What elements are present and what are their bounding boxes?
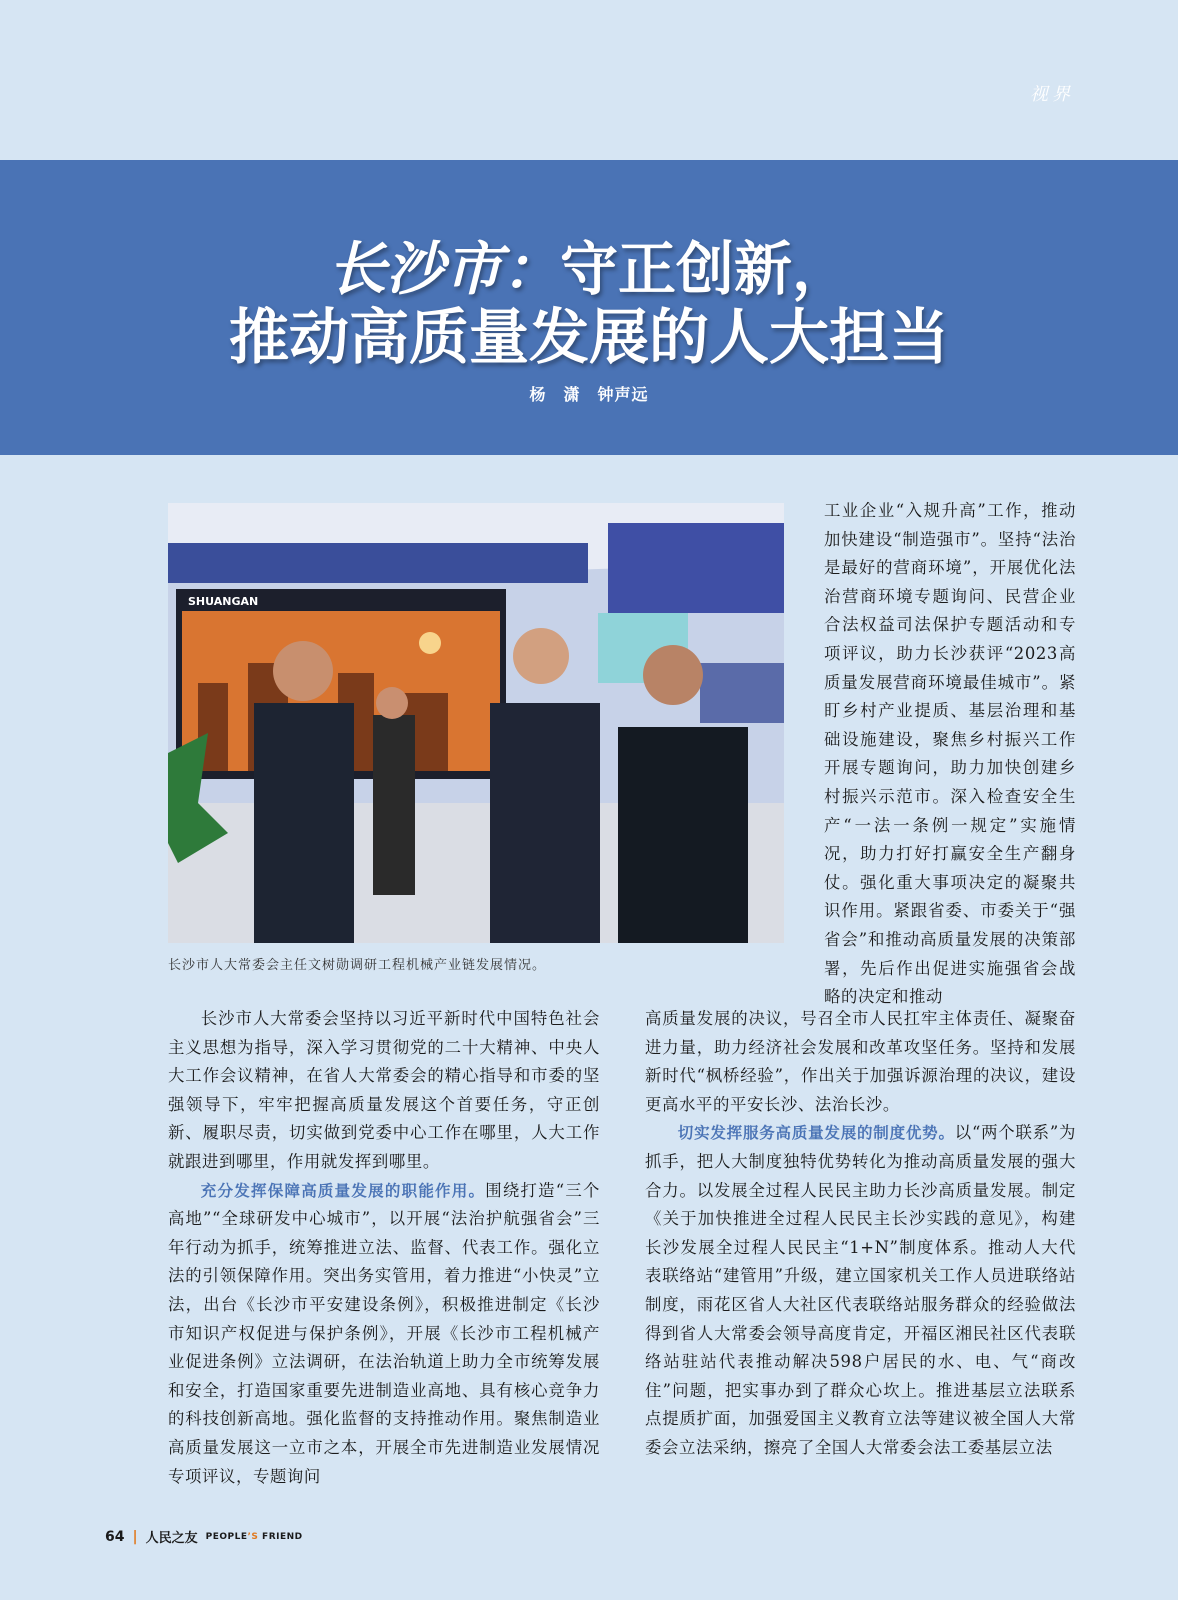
title-line1-rest: 守正创新， — [560, 235, 851, 303]
article-title-line-2: 推动高质量发展的人大担当 — [229, 303, 949, 373]
paragraph-section-1 — [168, 1177, 600, 1492]
magazine-name-en-1: PEOPLE — [205, 1531, 248, 1542]
magazine-name-cn: 人民之友 — [145, 1531, 198, 1546]
section-heading-2: 切实发挥服务高质量发展的制度优势。 — [677, 1124, 955, 1143]
paragraph-right-top: 工业企业“入规升高”工作，推动加快建设“制造强市”。坚持“法治是最好的营商环境”，开展优化法治营商环境专题询问、民营企业合法权益司法保护专题活动和专项评议，助力长沙获评“2023高质量发展营商环境最佳城市”。紧盯乡村产业提质、基层治理和基础设施建设，聚焦乡村振兴工作开展专题询问，助力加快创建乡村振兴示范市。深入检查安全生产“一法一条例一规定”实施情况，助力打好打赢安全生产翻身仗。强化重大事项决定的凝聚共识作用。紧跟省委、市委关于“强省会”和推动高质量发展的决策部署，先后作出促进实施强省会战略的决定和推动 — [824, 501, 1076, 1007]
magazine-name-en-2: FRIEND — [258, 1531, 303, 1542]
section-2-text: 以“两个联系”为抓手，把人大制度独特优势转化为推动高质量发展的强大合力。以发展全过程人民民主助力长沙高质量发展。制定《关于加快推进全过程人民民主长沙实践的意见》，构建长沙发展全过程人民民主“1+N”制度体系。推动人大代表联络站“建管用”升级，建立国家机关工作人员进联络站制度，雨花区省人大社区代表联络站服务群众的经验做法得到省人大常委会领导高度肯定，开福区湘民社区代表联络站驻站代表推动解决598户居民的水、电、气“商改住”问题，把实事办到了群众心坎上。推进基层立法联系点提质扩面，加强爱国主义教育立法等建议被全国人大常委会立法采纳，擦亮了全国人大常委会法工委基层立法 — [645, 1123, 1077, 1457]
byline: 杨 潇 钟声远 — [529, 385, 649, 404]
photo-illustration — [168, 503, 784, 943]
body-column-left — [168, 1005, 600, 1491]
footer-separator: | — [132, 1528, 138, 1545]
paragraph-section-2 — [645, 1119, 1076, 1462]
article-photo — [168, 503, 784, 943]
photo-signage-text: SHUANGAN — [188, 595, 259, 608]
body-column-right-bottom — [645, 1005, 1076, 1463]
paragraph-continuation: 高质量发展的决议，号召全市人民扛牢主体责任、凝聚奋进力量，助力经济社会发展和改革攻坚任务。坚持和发展新时代“枫桥经验”，作出关于加强诉源治理的决议，建设更高水平的平安长沙、法治长沙。 — [645, 1009, 1076, 1114]
title-city-script: 长沙市： — [327, 235, 560, 303]
body-column-right-top — [824, 497, 1076, 1012]
paragraph-intro: 长沙市人大常委会坚持以习近平新时代中国特色社会主义思想为指导，深入学习贯彻党的二十大精神、中央人大工作会议精神，在省人大常委会的精心指导和市委的坚强领导下，牢牢把握高质量发展这个首要任务，守正创新、履职尽责，切实做到党委中心工作在哪里，人大工作就跟进到哪里，作用就发挥到哪里。 — [168, 1009, 600, 1171]
section-heading-1: 充分发挥保障高质量发展的职能作用。 — [200, 1181, 486, 1200]
magazine-name-en-apos: ’S — [247, 1531, 259, 1542]
section-tag: 视界 — [1030, 84, 1074, 105]
page-footer — [105, 1527, 303, 1546]
photo-caption: 长沙市人大常委会主任文树勋调研工程机械产业链发展情况。 — [168, 958, 547, 973]
page-number: 64 — [105, 1528, 125, 1545]
magazine-name-en — [206, 1532, 303, 1542]
section-1-text: 围绕打造“三个高地”“全球研发中心城市”，以开展“法治护航强省会”三年行动为抓手，统筹推进立法、监督、代表工作。强化立法的引领保障作用。突出务实管用，着力推进“小快灵”立法，出台《长沙市平安建设条例》，积极推进制定《长沙市知识产权促进与保护条例》，开展《长沙市工程机械产业促进条例》立法调研，在法治轨道上助力全市统筹发展和安全，打造国家重要先进制造业高地、具有核心竞争力的科技创新高地。强化监督的支持推动作用。聚焦制造业高质量发展这一立市之本，开展全市先进制造业发展情况专项评议，专题询问 — [168, 1180, 600, 1486]
